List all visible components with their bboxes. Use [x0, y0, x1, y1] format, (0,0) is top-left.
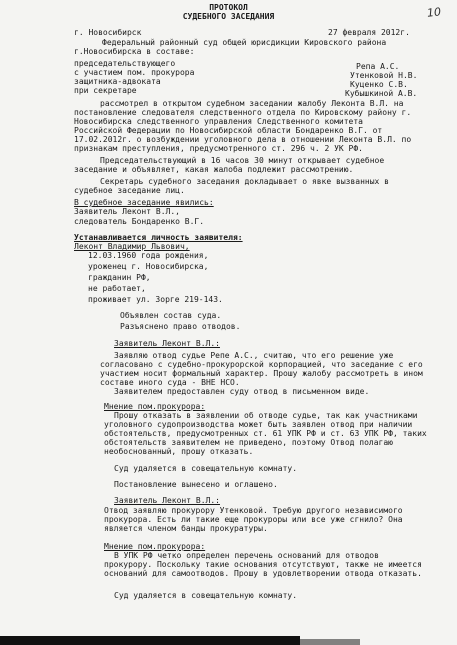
date: 27 февраля 2012г. [328, 28, 410, 37]
document-subtitle: СУДЕБНОГО ЗАСЕДАНИЯ [182, 12, 275, 21]
decision: Постановление вынесено и оглашено. [114, 480, 278, 489]
prosecutor2-line-2: прокурору. Поскольку такие основания отсутствуют, также не имеется [104, 560, 422, 569]
prosecutor1-line-3: обстоятельств, предусмотренных ст. 61 УПК РФ и ст. 63 УПК РФ, таких [104, 429, 427, 438]
applicant2-line-1: Отвод заявляю прокурору Утенковой. Требую другого независимого [104, 506, 403, 515]
prosecutor2-line-3: оснований для самоотводов. Прошу в удовлетворении отвода отказать. [104, 569, 422, 578]
scan-artifact-fade [300, 639, 360, 645]
p2-line-2: заседание и объявляет, какая жалоба подлежит рассмотрению. [74, 165, 354, 174]
identity-2: 12.03.1960 года рождения, [88, 251, 209, 260]
p3-line-1: Секретарь судебного заседания докладывает о явке вызванных в [100, 177, 389, 186]
prosecutor1-line-5: необоснованный, прошу отказать. [104, 447, 254, 456]
applicant2-line-2: прокурора. Есть ли такие еще прокуроры или все уже сгнило? Она [104, 515, 403, 524]
applicant1-heading: Заявитель Леконт В.Л.: [114, 339, 220, 348]
announce-2: Разъяснено право отводов. [120, 322, 241, 331]
prosecutor1-line-4: обстоятельств заявителем не приведено, поэтому Отвод полагаю [104, 438, 393, 447]
identity-3: уроженец г. Новосибирска, [88, 262, 209, 271]
p1-line-2: постановление следователя следственного отдела по Кировскому району г. [74, 108, 412, 117]
appeared-2: следователь Бондаренко В.Г. [74, 217, 205, 226]
name-secretary: Кубышкиной А.В. [345, 89, 418, 98]
applicant1-line-3: участием носит формальный характер. Прошу жалобу рассмотреть в ином [100, 369, 423, 378]
identity-6: проживает ул. Зорге 219-143. [88, 295, 223, 304]
role-defender: защитника-адвоката [74, 77, 161, 86]
applicant2-line-3: является членом банды прокуратуры. [104, 524, 268, 533]
applicant1-line-4: составе иного суда - ВНЕ НСО. [100, 378, 240, 387]
prosecutor1-line-2: уголовного судопроизводства может быть заявлен отвод при наличии [104, 420, 413, 429]
court-line-1: Федеральный районный суд общей юрисдикции Кировского района [102, 38, 387, 47]
prosecutor1-heading: Мнение пом.прокурора: [104, 402, 206, 411]
p1-line-3: Новосибирска следственного управления Следственного комитета [74, 117, 363, 126]
retire-2: Суд удаляется в совещательную комнату. [114, 591, 298, 600]
appeared-1: Заявитель Леконт В.Л., [74, 207, 180, 216]
identity-heading: Устанавливается личность заявителя: [74, 233, 243, 242]
retire-1: Суд удаляется в совещательную комнату. [114, 464, 298, 473]
role-prosecutor: с участием пом. прокурора [74, 68, 195, 77]
p1-line-1: рассмотрел в открытом судебном заседании жалобу Леконта В.Л. на [100, 99, 404, 108]
prosecutor2-line-1: В УПК РФ четко определен перечень оснований для отводов [114, 551, 379, 560]
scan-artifact [0, 636, 300, 645]
p2-line-1: Председательствующий в 16 часов 30 минут открывает судебное [100, 156, 385, 165]
prosecutor2-heading: Мнение пом.прокурора: [104, 542, 206, 551]
p1-line-4: Российской Федерации по Новосибирской области Бондаренко В.Г. от [74, 126, 383, 135]
prosecutor1-line-1: Прошу отказать в заявлении об отводе судье, так как участниками [114, 411, 418, 420]
identity-1: Леконт Владимир Львович, [74, 242, 190, 251]
identity-5: не работает, [88, 284, 146, 293]
identity-4: гражданин РФ, [88, 273, 151, 282]
applicant2-heading: Заявитель Леконт В.Л.: [114, 496, 220, 505]
name-defender: Куценко С.В. [350, 80, 408, 89]
name-presiding: Репа А.С. [356, 62, 400, 71]
role-secretary: при секретаре [74, 86, 137, 95]
applicant1-line-2: согласовано с судебно-прокурорской корпорацией, что заседание с его [100, 360, 423, 369]
name-prosecutor: Утенковой Н.В. [350, 71, 418, 80]
court-line-2: г.Новосибирска в составе: [74, 47, 195, 56]
applicant1-line-5: Заявителем предоставлен суду отвод в письменном виде. [114, 387, 370, 396]
appeared-heading: В судебное заседание явились: [74, 198, 214, 207]
document-title: ПРОТОКОЛ [209, 3, 248, 12]
announce-1: Объявлен состав суда. [120, 311, 222, 320]
page-number: 10 [426, 5, 442, 20]
role-presiding: председательствующего [74, 59, 176, 68]
city: г. Новосибирск [74, 28, 142, 37]
p1-line-6: признакам преступления, предусмотренного ст. 296 ч. 2 УК РФ. [74, 144, 363, 153]
applicant1-line-1: Заявляю отвод судье Репе А.С., считаю, что его решение уже [114, 351, 394, 360]
p1-line-5: 17.02.2012г. о возбуждении уголовного дела в отношении Леконта В.Л. по [74, 135, 412, 144]
p3-line-2: судебное заседание лиц. [74, 186, 185, 195]
